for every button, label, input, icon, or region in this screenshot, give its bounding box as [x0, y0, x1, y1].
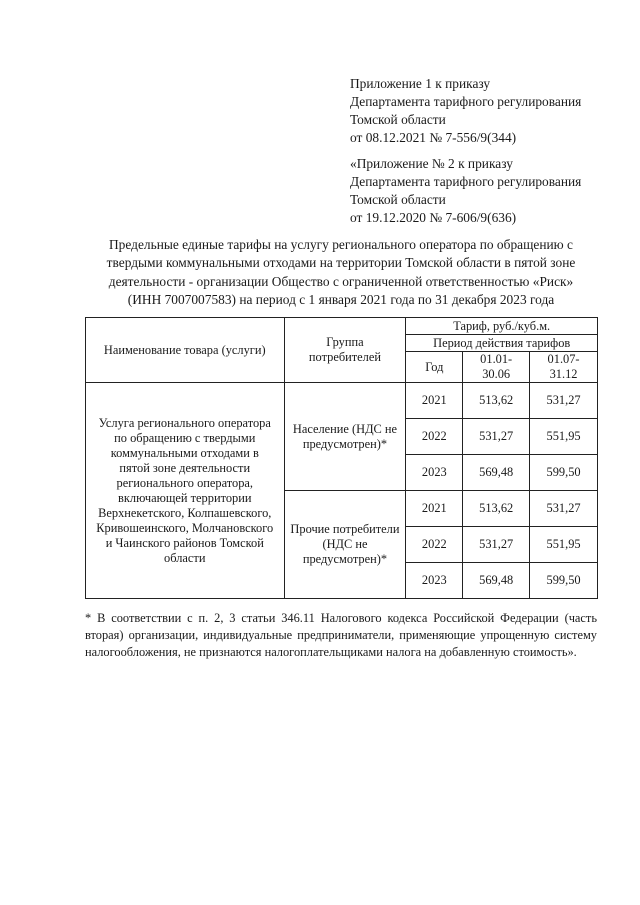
annex-line: Томской области	[350, 112, 446, 127]
year-cell: 2022	[406, 527, 463, 563]
tariff-value: 551,95	[530, 419, 598, 455]
annex-line: от 08.12.2021 № 7-556/9(344)	[350, 130, 517, 145]
year-cell: 2023	[406, 563, 463, 599]
tariff-value: 531,27	[530, 491, 598, 527]
year-cell: 2022	[406, 419, 463, 455]
title-line: Предельные единые тарифы на услугу регионального оператора по обращению с	[109, 237, 573, 252]
header-tariff: Тариф, руб./куб.м.	[406, 318, 598, 335]
tariff-value: 531,27	[463, 419, 530, 455]
tariff-value: 513,62	[463, 383, 530, 419]
tariff-value: 599,50	[530, 455, 598, 491]
annex-line: «Приложение № 2 к приказу	[350, 156, 513, 171]
consumer-group-other: Прочие потребители (НДС не предусмотрен)*	[284, 491, 406, 599]
annex-line: от 19.12.2020 № 7-606/9(636)	[350, 210, 517, 225]
tariff-value: 569,48	[463, 455, 530, 491]
tariff-value: 551,95	[530, 527, 598, 563]
tariff-value: 569,48	[463, 563, 530, 599]
annex-line: Департамента тарифного регулирования	[350, 174, 582, 189]
annex-line: Томской области	[350, 192, 446, 207]
year-cell: 2023	[406, 455, 463, 491]
consumer-group-population: Население (НДС не предусмотрен)*	[284, 383, 406, 491]
annex-line: Приложение 1 к приказу	[350, 76, 491, 91]
annex-2-reference	[350, 155, 610, 227]
year-cell: 2021	[406, 491, 463, 527]
title-line: (ИНН 7007007583) на период с 1 января 2021 года по 31 декабря 2023 года	[127, 292, 555, 308]
tariff-value: 531,27	[463, 527, 530, 563]
header-consumer-group: Группа потребителей	[284, 318, 406, 383]
document-title	[85, 236, 597, 310]
tariff-value: 513,62	[463, 491, 530, 527]
service-name-cell: Услуга регионального оператора по обращению с твердыми коммунальными отходами в пятой зоне деятельности регионального оператора, включающей территории Верхнекетского, Колпашевского, Кривошеинского, Молчановского и Чаинского районов Томской области	[86, 383, 285, 599]
table-row	[86, 383, 598, 419]
annex-1-reference	[350, 75, 610, 147]
tariff-table	[85, 317, 598, 599]
header-second-half: 01.07- 31.12	[530, 352, 598, 383]
footnote: * В соответствии с п. 2, 3 статьи 346.11 Налогового кодекса Российской Федерации (часть вторая) организации, индивидуальные предприниматели, применяющие упрощенную систему налогообложения, не признаются налогоплательщиками налога на добавленную стоимость».	[85, 611, 597, 659]
table-header-row	[86, 318, 598, 335]
tariff-value: 531,27	[530, 383, 598, 419]
tariff-value: 599,50	[530, 563, 598, 599]
header-first-half: 01.01- 30.06	[463, 352, 530, 383]
annex-line: Департамента тарифного регулирования	[350, 94, 582, 109]
header-product: Наименование товара (услуги)	[86, 318, 285, 383]
title-line: деятельности - организации Общество с ограниченной ответственностью «Риск»	[108, 273, 574, 289]
header-year: Год	[406, 352, 463, 383]
title-line: твердыми коммунальными отходами на территории Томской области в пятой зоне	[106, 255, 576, 271]
year-cell: 2021	[406, 383, 463, 419]
header-period: Период действия тарифов	[406, 335, 598, 352]
